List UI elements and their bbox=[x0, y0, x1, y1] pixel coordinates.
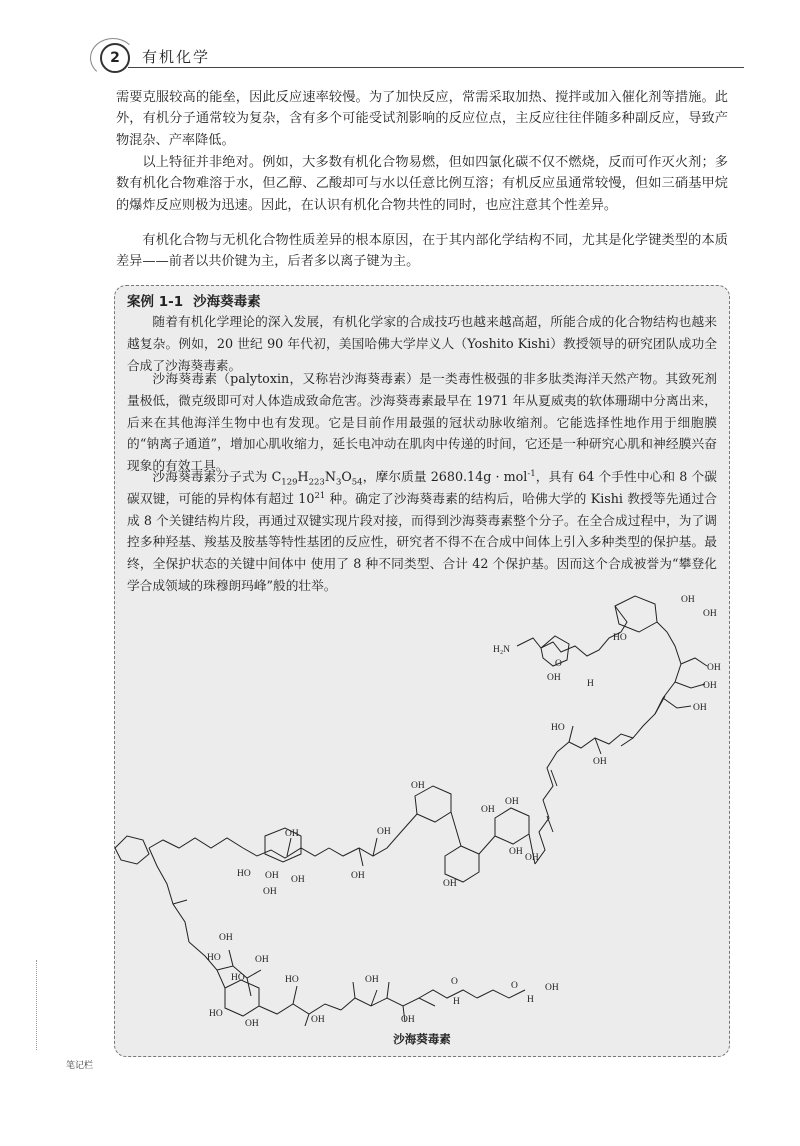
svg-text:OH: OH bbox=[311, 1015, 325, 1025]
svg-text:OH: OH bbox=[291, 875, 305, 885]
svg-text:HO: HO bbox=[207, 953, 221, 963]
body-paragraph-1: 需要克服较高的能垒，因此反应速率较慢。为了加快反应，常需采取加热、搅拌或加入催化剂等措施。此外，有机分子通常较为复杂，含有多个可能受试剂影响的反应位点，主反应往往伴随多种副反应，导致产物混杂、产率降低。 bbox=[116, 90, 728, 148]
svg-text:OH: OH bbox=[545, 983, 559, 993]
svg-text:OH: OH bbox=[509, 847, 523, 857]
svg-text:OH: OH bbox=[401, 1015, 415, 1025]
svg-text:OH: OH bbox=[443, 879, 457, 889]
case-title-text: 沙海葵毒素 bbox=[193, 294, 261, 310]
svg-text:OH: OH bbox=[285, 829, 299, 839]
body-paragraph-2: 以上特征并非绝对。例如，大多数有机化合物易燃，但如四氯化碳不仅不燃烧，反而可作灭火剂；多数有机化合物难溶于水，但乙醇、乙酸却可与水以任意比例互溶；有机反应虽通常较慢，但如三硝基甲烷的爆炸反应则极为迅速。因此，在认识有机化合物共性的同时，也应注意其个性差异。 bbox=[116, 155, 728, 213]
svg-text:OH: OH bbox=[547, 673, 561, 683]
case-paragraph-1: 随着有机化学理论的深入发展，有机化学家的合成技巧也越来越高超，所能合成的化合物结构也越来越复杂。例如，20 世纪 90 年代初，美国哈佛大学岸义人（Yoshito Kishi）教授领导的研究团队成功全合成了沙海葵毒素。 bbox=[127, 314, 717, 373]
svg-text:OH: OH bbox=[255, 955, 269, 965]
page-number: 2 bbox=[100, 43, 130, 73]
svg-text:HO: HO bbox=[209, 1009, 223, 1019]
svg-text:OH: OH bbox=[265, 871, 279, 881]
case-label: 案例 1-1 bbox=[127, 294, 184, 310]
case-title bbox=[127, 290, 261, 310]
svg-text:OH: OH bbox=[245, 1019, 259, 1026]
svg-text:OH: OH bbox=[703, 681, 717, 691]
svg-text:OH: OH bbox=[707, 663, 721, 673]
svg-text:HO: HO bbox=[613, 633, 627, 643]
svg-text:OH: OH bbox=[703, 609, 717, 619]
palytoxin-structure bbox=[115, 586, 729, 1026]
svg-text:O: O bbox=[451, 977, 458, 987]
structure-svg bbox=[115, 586, 729, 1026]
svg-text:O: O bbox=[511, 981, 518, 991]
svg-text:OH: OH bbox=[219, 933, 233, 943]
case-paragraph-2: 沙海葵毒素（palytoxin，又称岩沙海葵毒素）是一类毒性极强的非多肽类海洋天然产物。其致死剂量极低，微克级即可对人体造成致命危害。沙海葵毒素最早在 1971 年从夏威夷的软体珊瑚中分离出来，后来在其他海洋生物中也有发现。它是目前作用最强的冠状动脉收缩剂。它能选择性地作用于细胞膜的“钠离子通道”，增加心肌收缩力，延长电冲动在肌肉中传递的时间，它还是一种研究心肌和神经膜兴奋现象的有效工具。 bbox=[127, 371, 717, 474]
body-paragraph-3: 有机化合物与无机化合物性质差异的根本原因，在于其内部化学结构不同，尤其是化学键类型的本质差异——前者以共价键为主，后者多以离子键为主。 bbox=[116, 233, 728, 270]
case-paragraph-3: 沙海葵毒素分子式为 $C_{129}H_{223}N_3O_{54}$，摩尔质量 2680.14g · mol$^{-1}$，具有 64 个手性中心和 8 个碳碳双键，可能的异构体有超过 $10^{21}$ 种。确定了沙海葵毒素的结构后，哈佛大学的 Kishi 教授等先通过合成 8 个关键结构片段，再通过双键实现片段对接，而得到沙海葵毒素整个分子。在全合成过程中，为了调控多种羟基、羧基及胺基等特性基团的反应性，研究者不得不在合成中间体上引入多种类型的保护基。最终，全保护状态的关键中间体中 使用了 8 种不同类型、合计 42 个保护基。因而这个合成被誉为“攀登化学合成领域的珠穆朗玛峰”般的壮举。 bbox=[127, 468, 717, 593]
svg-text:OH: OH bbox=[481, 805, 495, 815]
svg-text:HO: HO bbox=[551, 723, 565, 733]
margin-note-label: 笔记栏 bbox=[66, 1061, 94, 1071]
svg-text:OH: OH bbox=[365, 975, 379, 985]
svg-text:HO: HO bbox=[285, 975, 299, 985]
svg-text:OH: OH bbox=[693, 703, 707, 713]
header-rule bbox=[128, 67, 744, 68]
svg-text:OH: OH bbox=[351, 871, 365, 881]
svg-text:HO: HO bbox=[237, 869, 251, 879]
svg-text:OH: OH bbox=[525, 853, 539, 863]
case-study-box bbox=[114, 285, 730, 1057]
svg-text:H: H bbox=[587, 679, 594, 689]
svg-text:O: O bbox=[555, 659, 562, 669]
svg-text:H: H bbox=[527, 995, 534, 1005]
running-title: 有机化学 bbox=[142, 48, 211, 66]
svg-text:OH: OH bbox=[593, 757, 607, 767]
svg-text:OH: OH bbox=[263, 887, 277, 897]
svg-text:OH: OH bbox=[411, 781, 425, 791]
margin-dotted-line bbox=[36, 960, 37, 1050]
svg-text:HO: HO bbox=[231, 973, 245, 983]
svg-text:OH: OH bbox=[377, 827, 391, 837]
svg-text:OH: OH bbox=[505, 797, 519, 807]
svg-text:OH: OH bbox=[681, 595, 695, 605]
page-header bbox=[0, 40, 800, 76]
svg-text:H₂N: H₂N bbox=[493, 645, 511, 655]
figure-caption: 沙海葵毒素 bbox=[393, 1032, 451, 1046]
svg-text:H: H bbox=[453, 997, 460, 1007]
